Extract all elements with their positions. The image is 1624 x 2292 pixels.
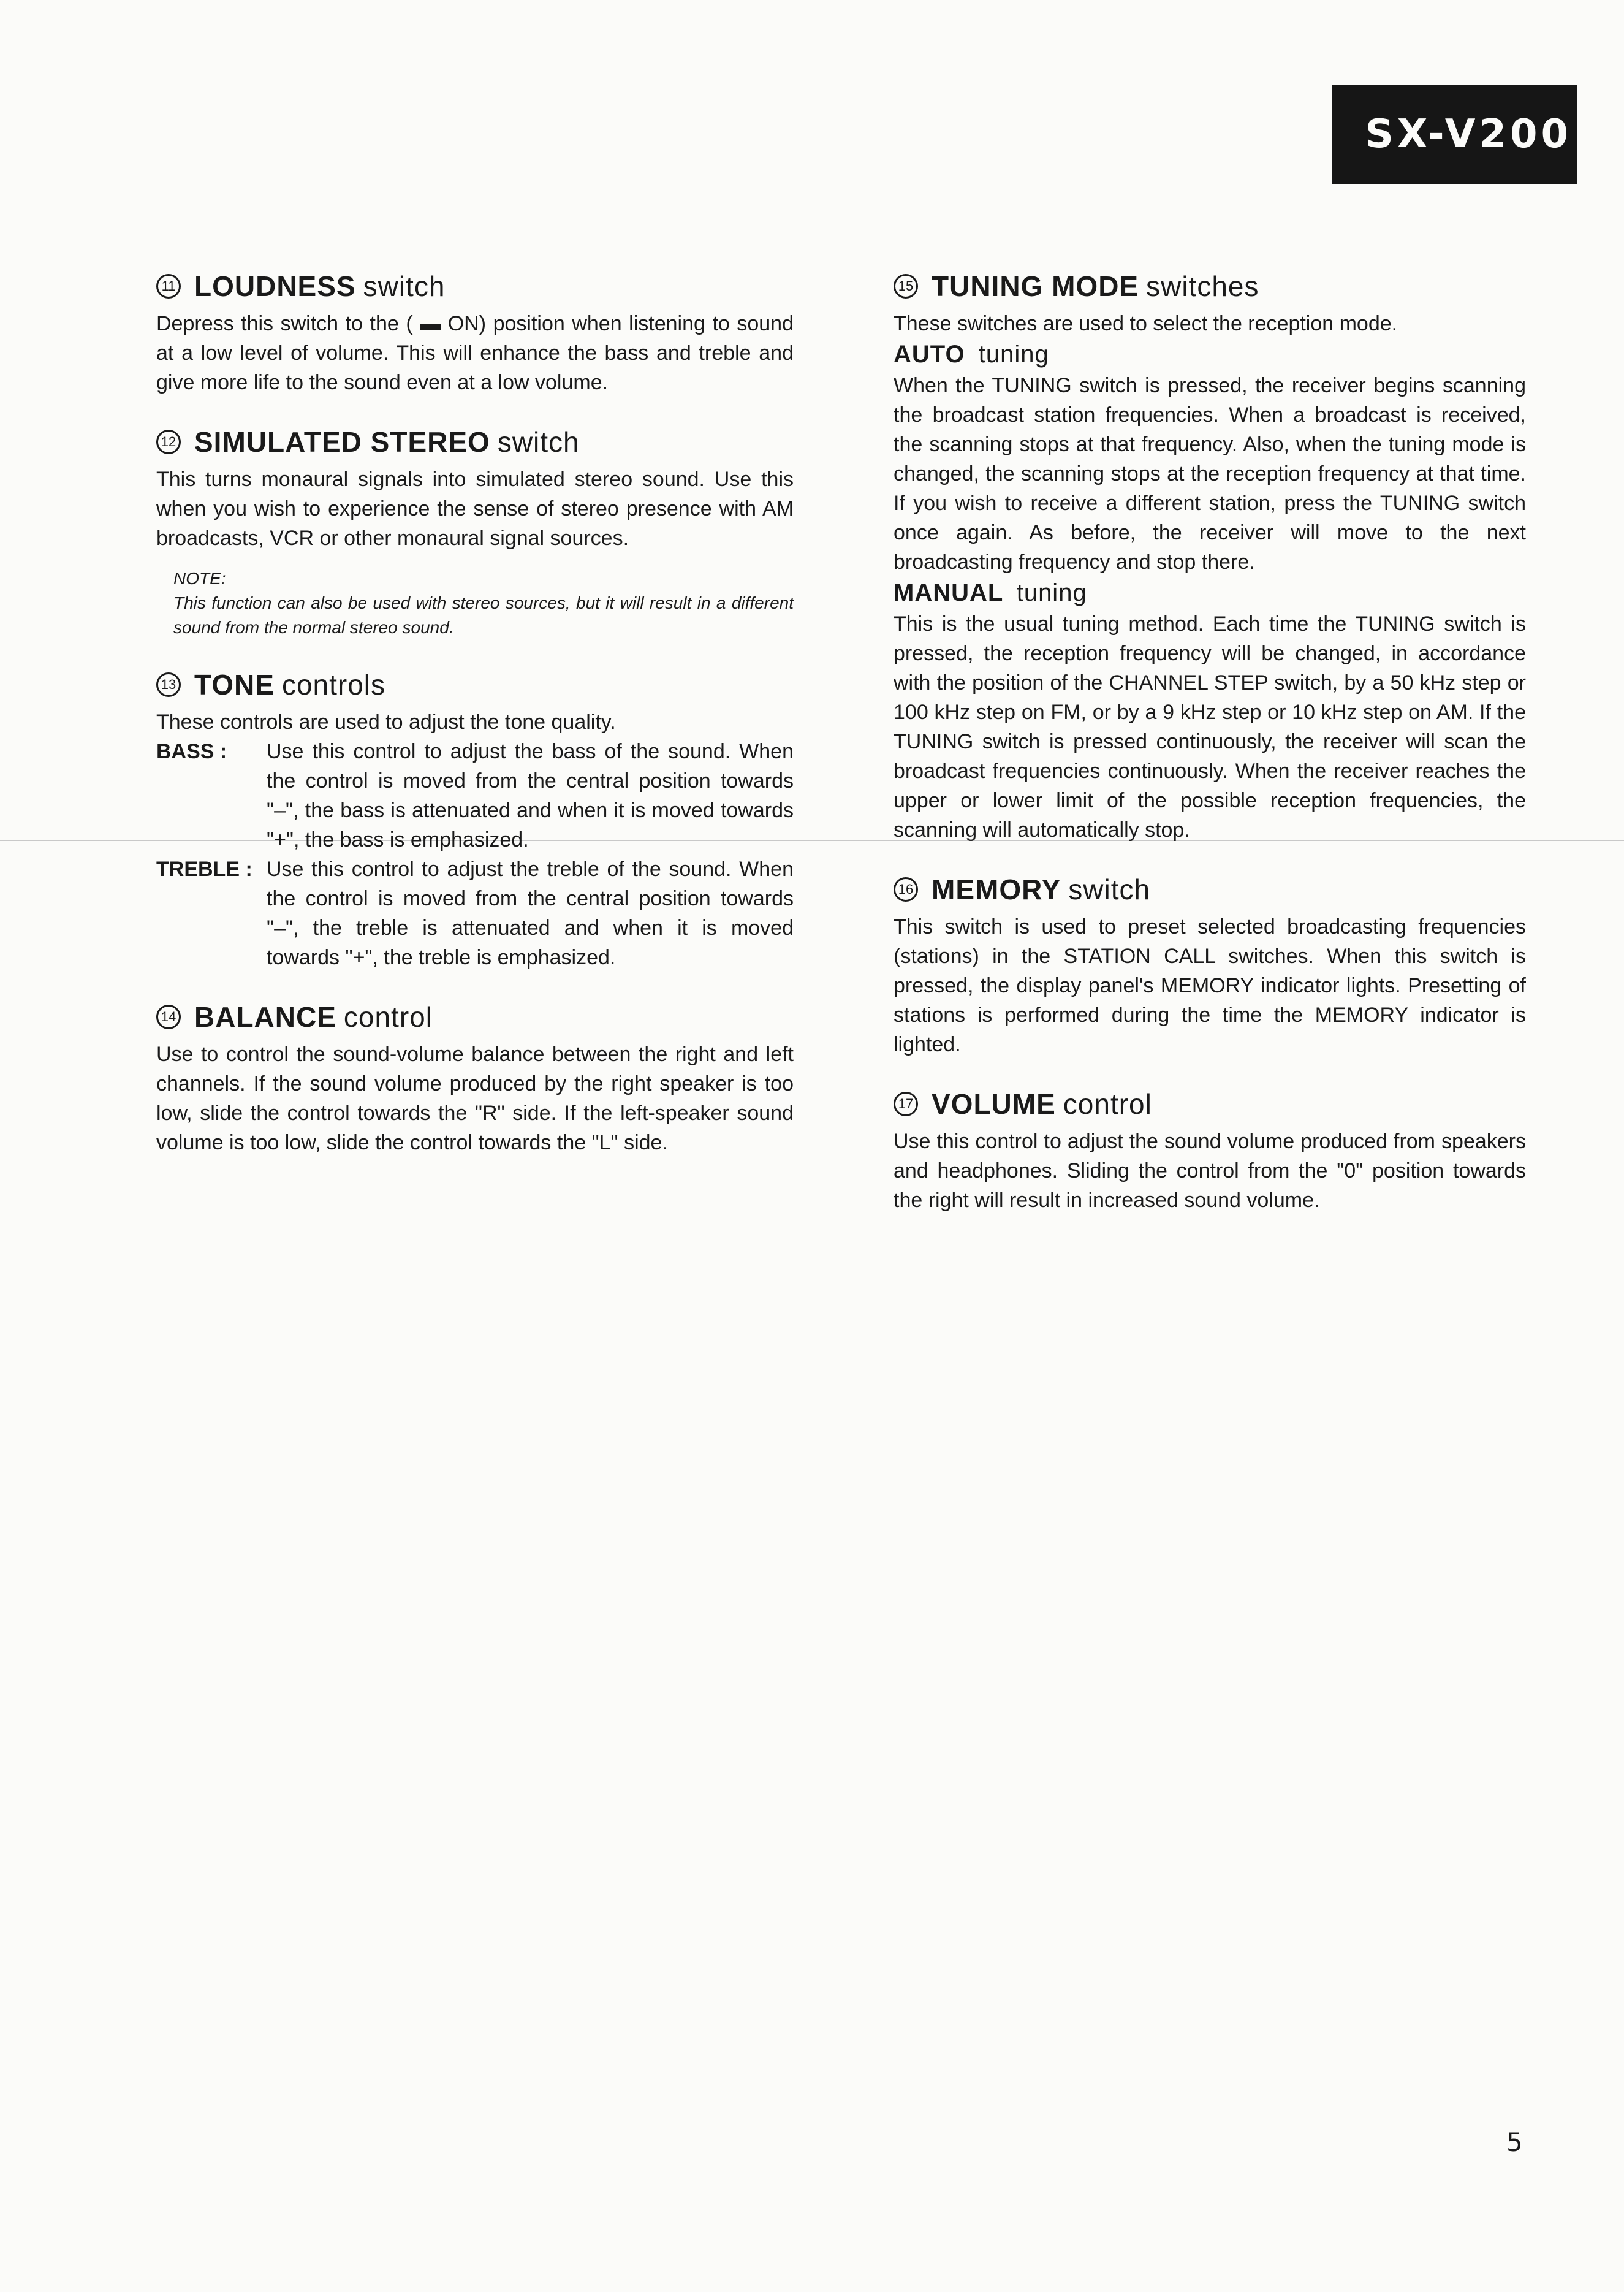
circled-number-icon: 12: [156, 430, 181, 454]
definition-desc: Use this control to adjust the treble of the sound. When the control is moved from the central position towards "–", the treble is attenuated and when it is moved towards "+", the treble is emphasized.: [267, 858, 794, 969]
heading-suffix: switches: [1146, 270, 1259, 302]
subheading-auto-tuning: [894, 341, 1526, 368]
heading-title: SIMULATED STEREO: [194, 426, 490, 458]
circled-number-icon: 16: [894, 877, 918, 902]
paragraph: When the TUNING switch is pressed, the receiver begins scanning the broadcast station frequencies. When a broadcast is received, the scanning stops at that frequency. Also, when the tuning mode is changed, the scanning stops at the reception frequency at that time. If you wish to receive a different station, press the TUNING switch once again. As before, the receiver will move to the next broadcasting frequency and stop there.: [894, 374, 1526, 574]
subheading-title: AUTO: [894, 341, 965, 368]
circled-number-icon: 15: [894, 274, 918, 299]
right-column: [894, 270, 1526, 1243]
heading-title: LOUDNESS: [194, 270, 356, 302]
subheading-manual-tuning: [894, 579, 1526, 607]
subheading-suffix: tuning: [978, 341, 1049, 368]
heading-loudness: [156, 270, 794, 303]
paragraph: Use this control to adjust the sound volume produced from speakers and headphones. Sliding the control from the "0" position towards the right will result in increased sound volume.: [894, 1130, 1526, 1212]
heading-simulated-stereo: [156, 425, 794, 459]
paragraph: These switches are used to select the reception mode.: [894, 312, 1398, 335]
note-block: [173, 566, 794, 640]
section-tuning-mode: [894, 270, 1526, 845]
paragraph: This turns monaural signals into simulated stereo sound. Use this when you wish to experience the sense of stereo presence with AM broadcasts, VCR or other monaural signal sources.: [156, 468, 794, 550]
heading-tone: [156, 668, 794, 701]
paragraph: Use to control the sound-volume balance between the right and left channels. If the sound volume produced by the right speaker is too low, slide the control towards the "R" side. If the left-speaker sound volume is too low, slide the control towards the "L" side.: [156, 1043, 794, 1154]
heading-tuning-mode: [894, 270, 1526, 303]
definition-term: TREBLE :: [156, 858, 252, 881]
left-column: [156, 270, 794, 1186]
heading-suffix: control: [343, 1001, 433, 1033]
heading-volume: [894, 1087, 1526, 1121]
note-label: NOTE:: [173, 569, 226, 588]
definition-term: BASS :: [156, 740, 227, 763]
paragraph: Depress this switch to the ( ▬ ON) position when listening to sound at a low level of volume. This will enhance the bass and treble and give more life to the sound even at a low volume.: [156, 312, 794, 394]
heading-suffix: switch: [363, 270, 446, 302]
heading-title: TUNING MODE: [932, 270, 1139, 302]
subheading-title: MANUAL: [894, 579, 1003, 606]
subheading-suffix: tuning: [1016, 579, 1087, 606]
note-text: This function can also be used with stereo sources, but it will result in a different sound from the normal stereo sound.: [173, 593, 794, 637]
heading-title: MEMORY: [932, 874, 1061, 905]
paragraph: This is the usual tuning method. Each time the TUNING switch is pressed, the reception frequency will be changed, in accordance with the position of the CHANNEL STEP switch, by a 50 kHz step or 100 kHz step on FM, or by a 9 kHz step or 10 kHz step on AM. If the TUNING switch is pressed continuously, the receiver will scan the broadcast frequencies continuously. When the receiver reaches the upper or lower limit of the possible reception frequencies, the scanning will automatically stop.: [894, 612, 1526, 842]
paragraph: This switch is used to preset selected broadcasting frequencies (stations) in the STATION CALL switches. When this switch is pressed, the display panel's MEMORY indicator lights. Presetting of stations is performed during the time the MEMORY indicator is lighted.: [894, 915, 1526, 1056]
page-number: 5: [1506, 2127, 1523, 2157]
section-simulated-stereo: [156, 425, 794, 640]
definition-treble: [156, 855, 794, 972]
circled-number-icon: 13: [156, 672, 181, 697]
circled-number-icon: 14: [156, 1005, 181, 1029]
section-memory: [894, 873, 1526, 1059]
model-badge: SX-V200: [1332, 85, 1577, 184]
section-volume: [894, 1087, 1526, 1215]
section-balance: [156, 1000, 794, 1157]
heading-suffix: switch: [497, 426, 580, 458]
paragraph: These controls are used to adjust the tone quality.: [156, 710, 616, 734]
heading-suffix: switch: [1068, 874, 1151, 905]
circled-number-icon: 17: [894, 1092, 918, 1116]
section-loudness: [156, 270, 794, 397]
section-tone: [156, 668, 794, 972]
heading-balance: [156, 1000, 794, 1034]
heading-memory: [894, 873, 1526, 906]
heading-title: TONE: [194, 669, 275, 701]
heading-suffix: control: [1063, 1088, 1152, 1120]
heading-title: VOLUME: [932, 1088, 1056, 1120]
heading-title: BALANCE: [194, 1001, 336, 1033]
circled-number-icon: 11: [156, 274, 181, 299]
heading-suffix: controls: [281, 669, 386, 701]
definition-desc: Use this control to adjust the bass of the sound. When the control is moved from the central position towards "–", the bass is attenuated and when it is moved towards "+", the bass is emphasized.: [267, 740, 794, 851]
definition-bass: [156, 737, 794, 855]
